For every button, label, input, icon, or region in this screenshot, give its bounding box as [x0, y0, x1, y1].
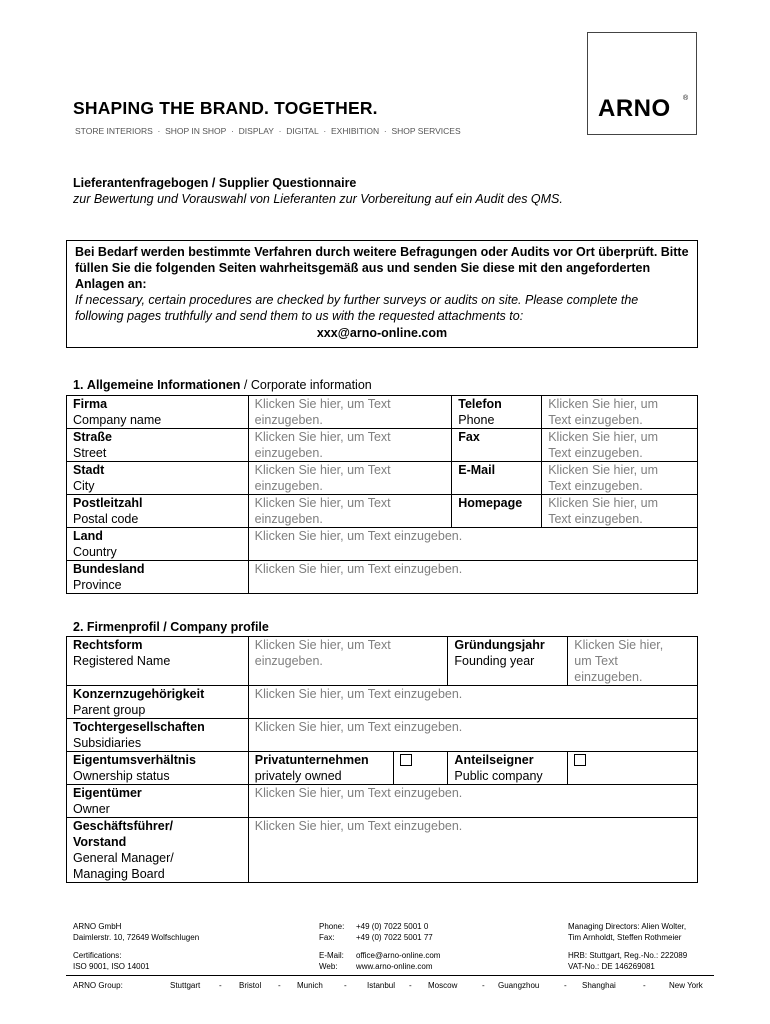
- managing-board-field[interactable]: Klicken Sie hier, um Text einzugeben.: [248, 818, 697, 883]
- city-field[interactable]: Klicken Sie hier, um Text einzugeben.: [248, 462, 452, 495]
- footer-web-link[interactable]: www.arno-online.com: [356, 961, 433, 971]
- location-new-york: New York: [669, 981, 703, 990]
- registered-mark-icon: ®: [683, 95, 689, 102]
- owner-field[interactable]: Klicken Sie hier, um Text einzugeben.: [248, 785, 697, 818]
- footer-email-link[interactable]: office@arno-online.com: [356, 951, 441, 960]
- section-1-title: Allgemeine Informationen: [86, 378, 241, 392]
- location-separator: -: [643, 981, 646, 990]
- label-postleitzahl: Postleitzahl Postal code: [67, 495, 249, 528]
- service-exhibition: EXHIBITION: [331, 126, 380, 136]
- email-field[interactable]: Klicken Sie hier, um Text einzugeben.: [542, 462, 698, 495]
- label-bundesland: Bundesland Province: [67, 561, 249, 594]
- footer-register: HRB: Stuttgart, Reg.-No.: 222089 VAT-No.: DE 146269081: [568, 951, 688, 971]
- privately-owned-checkbox-cell: [393, 752, 448, 785]
- location-moscow: Moscow: [428, 981, 458, 990]
- notice-german: Bei Bedarf werden bestimmte Verfahren durch weitere Befragungen oder Audits vor Ort überprüft. Bitte füllen Sie die folgenden Seiten wahrheitsgemäß aus und senden Sie diese mit den angeforderten Anlagen an:: [75, 245, 689, 291]
- fax-field[interactable]: Klicken Sie hier, um Text einzugeben.: [542, 429, 698, 462]
- label-rechtsform: Rechtsform Registered Name: [67, 637, 249, 686]
- label-anteil: Anteilseigner Public company: [448, 752, 568, 785]
- table-row: [67, 528, 698, 561]
- service-shop-in-shop: SHOP IN SHOP: [165, 126, 227, 136]
- table-row: [67, 495, 698, 528]
- location-bristol: Bristol: [239, 981, 262, 990]
- location-separator: -: [278, 981, 281, 990]
- table-row: [67, 429, 698, 462]
- footer-company: ARNO GmbH Daimlerstr. 10, 72649 Wolfschlugen: [73, 922, 200, 942]
- footer-phone-labels: Phone: Fax:: [319, 922, 345, 942]
- location-separator: -: [344, 981, 347, 990]
- service-separator: ·: [383, 126, 387, 136]
- section-1-number: 1.: [73, 378, 84, 392]
- service-separator: ·: [323, 126, 327, 136]
- contact-email[interactable]: xxx@arno-online.com: [316, 326, 448, 340]
- location-separator: -: [409, 981, 412, 990]
- footer-certifications: Certifications: ISO 9001, ISO 14001: [73, 951, 150, 971]
- location-separator: -: [482, 981, 485, 990]
- notice-english: If necessary, certain procedures are checked by further surveys or audits on site. Please complete the following pages truthfully and send them to us with the requested attachments to:: [75, 293, 639, 323]
- location-guangzhou: Guangzhou: [498, 981, 540, 990]
- service-separator: ·: [157, 126, 161, 136]
- service-separator: ·: [278, 126, 282, 136]
- table-row: [67, 719, 698, 752]
- footer-directors: Managing Directors: Alien Wolter, Tim Arnholdt, Steffen Rothmeier: [568, 922, 687, 942]
- label-stadt: Stadt City: [67, 462, 249, 495]
- table-row: [67, 785, 698, 818]
- label-land: Land Country: [67, 528, 249, 561]
- privately-owned-checkbox[interactable]: [400, 754, 412, 766]
- table-row: [67, 396, 698, 429]
- subsidiaries-field[interactable]: Klicken Sie hier, um Text einzugeben.: [248, 719, 697, 752]
- public-company-checkbox[interactable]: [574, 754, 586, 766]
- company-profile-table: [66, 636, 698, 883]
- slogan: SHAPING THE BRAND. TOGETHER.: [73, 98, 378, 118]
- table-row: [67, 686, 698, 719]
- street-field[interactable]: Klicken Sie hier, um Text einzugeben.: [248, 429, 452, 462]
- section-1-title-en: / Corporate information: [240, 378, 372, 392]
- footer-web-labels: E-Mail: Web:: [319, 951, 344, 971]
- country-field[interactable]: Klicken Sie hier, um Text einzugeben.: [248, 528, 697, 561]
- service-digital: DIGITAL: [286, 126, 319, 136]
- table-row: [67, 561, 698, 594]
- table-row: [67, 637, 698, 686]
- founding-year-field[interactable]: Klicken Sie hier, um Text einzugeben.: [568, 637, 698, 686]
- footer-group-label: ARNO Group:: [73, 981, 123, 990]
- arno-logo: [587, 32, 697, 135]
- service-shop-services: SHOP SERVICES: [391, 126, 461, 136]
- label-privat: Privatunternehmen privately owned: [248, 752, 393, 785]
- label-email: E-Mail: [452, 462, 542, 495]
- location-separator: -: [219, 981, 222, 990]
- services-list: [75, 126, 461, 136]
- table-row: [67, 462, 698, 495]
- label-strasse: Straße Street: [67, 429, 249, 462]
- homepage-field[interactable]: Klicken Sie hier, um Text einzugeben.: [542, 495, 698, 528]
- label-fax: Fax: [452, 429, 542, 462]
- label-telefon: Telefon Phone: [452, 396, 542, 429]
- label-eigentuemer: Eigentümer Owner: [67, 785, 249, 818]
- label-eigentum: Eigentumsverhältnis Ownership status: [67, 752, 249, 785]
- label-firma: Firma Company name: [67, 396, 249, 429]
- page-subtitle: zur Bewertung und Vorauswahl von Lieferanten zur Vorbereitung auf ein Audit des QMS.: [73, 192, 563, 206]
- label-konzern: Konzernzugehörigkeit Parent group: [67, 686, 249, 719]
- location-munich: Munich: [297, 981, 323, 990]
- table-row: [67, 752, 698, 785]
- company-name-field[interactable]: Klicken Sie hier, um Text einzugeben.: [248, 396, 452, 429]
- notice-box: [66, 240, 698, 348]
- location-stuttgart: Stuttgart: [170, 981, 201, 990]
- footer-phone-values: +49 (0) 7022 5001 0 +49 (0) 7022 5001 77: [356, 922, 433, 942]
- section-1-heading: [73, 378, 372, 392]
- province-field[interactable]: Klicken Sie hier, um Text einzugeben.: [248, 561, 697, 594]
- page-title: Lieferantenfragebogen / Supplier Questionnaire: [73, 176, 357, 190]
- parent-group-field[interactable]: Klicken Sie hier, um Text einzugeben.: [248, 686, 697, 719]
- registered-name-field[interactable]: Klicken Sie hier, um Text einzugeben.: [248, 637, 448, 686]
- service-store-interiors: STORE INTERIORS: [75, 126, 153, 136]
- service-display: DISPLAY: [238, 126, 274, 136]
- section-2-heading: [73, 620, 269, 634]
- footer-divider: [66, 975, 714, 976]
- logo-text: ARNO: [598, 95, 671, 122]
- postal-code-field[interactable]: Klicken Sie hier, um Text einzugeben.: [248, 495, 452, 528]
- location-istanbul: Istanbul: [367, 981, 396, 990]
- phone-field[interactable]: Klicken Sie hier, um Text einzugeben.: [542, 396, 698, 429]
- label-homepage: Homepage: [452, 495, 542, 528]
- corporate-info-table: [66, 395, 698, 594]
- footer-web-values: [356, 951, 440, 972]
- label-tochter: Tochtergesellschaften Subsidiaries: [67, 719, 249, 752]
- label-gruendungsjahr: Gründungsjahr Founding year: [448, 637, 568, 686]
- label-geschaeftsfuehrer: Geschäftsführer/ Vorstand General Manager/ Managing Board: [67, 818, 249, 883]
- location-shanghai: Shanghai: [582, 981, 616, 990]
- section-2-title: 2. Firmenprofil / Company profile: [73, 620, 269, 634]
- public-company-checkbox-cell: [568, 752, 698, 785]
- table-row: [67, 818, 698, 883]
- service-separator: ·: [231, 126, 234, 136]
- location-separator: -: [564, 981, 567, 990]
